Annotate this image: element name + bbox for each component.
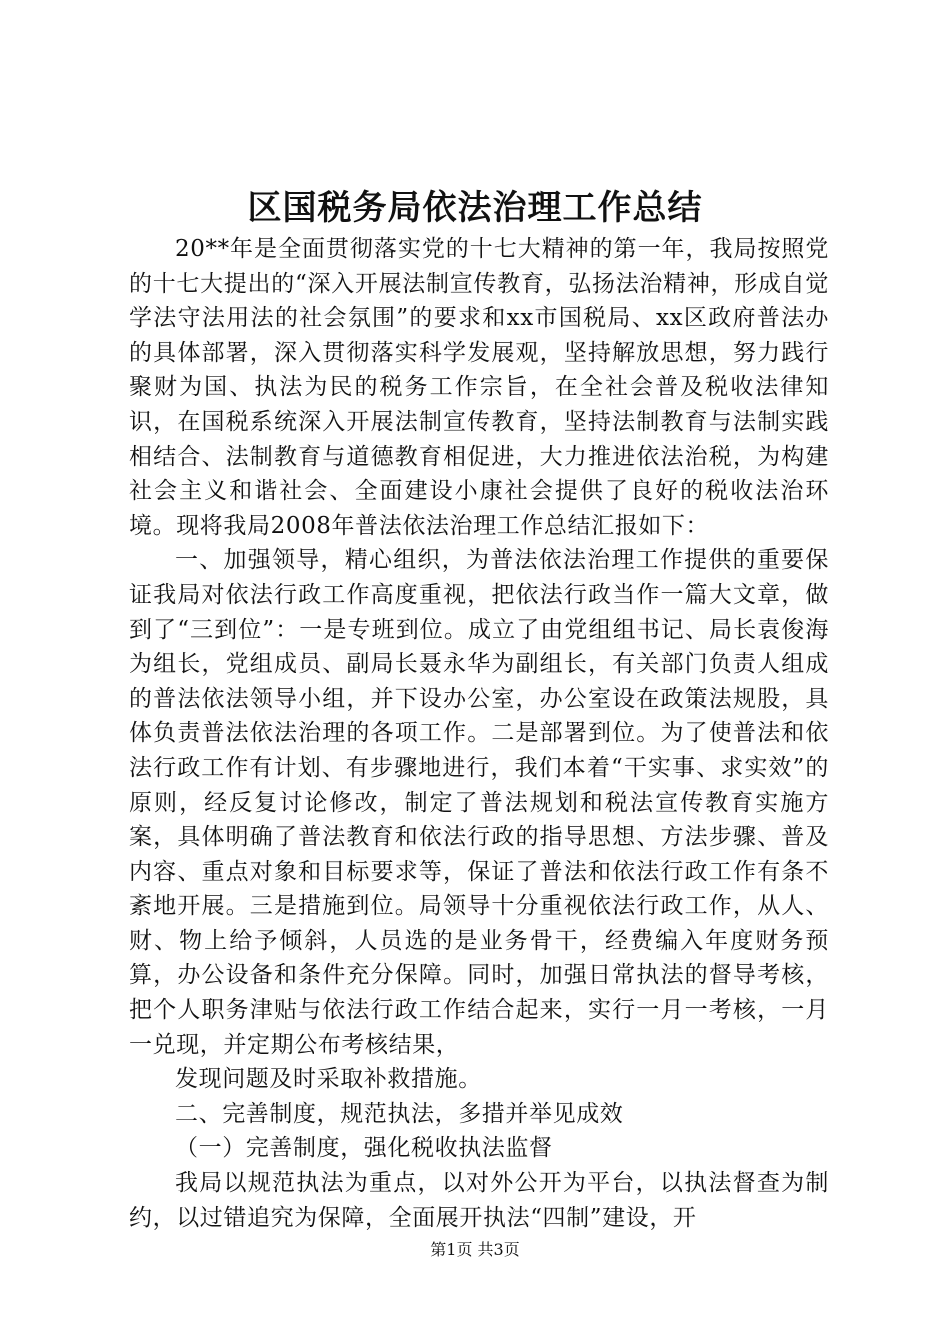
paragraph-remedy: 发现问题及时采取补救措施。 [175,1066,482,1093]
heading-section-two: 二、完善制度，规范执法，多措并举见成效 [175,1100,624,1127]
heading-subsection-one: （一）完善制度，强化税收执法监督 [175,1135,553,1162]
paragraph-section-one: 一、加强领导，精心组织，为普法依法治理工作提供的重要保证我局对依法行政工作高度重视，把依法行政当作一篇大文章，做到了“三到位”：一是专班到位。成立了由党组组书记、局长袁俊海为组长，党组成员、副局长聂永华为副组长，有关部门负责人组成的普法依法领导小组，并下设办公室，办公室设在政策法规股，具体负责普法依法治理的各项工作。二是部署到位。为了使普法和依法行政工作有计划、有步骤地进行，我们本着“干实事、求实效”的原则，经反复讨论修改，制定了普法规划和税法宣传教育实施方案，具体明确了普法教育和依法行政的指导思想、方法步骤、普及内容、重点对象和目标要求等，保证了普法和依法行政工作有条不紊地开展。三是措施到位。局领导十分重视依法行政工作，从人、财、物上给予倾斜，人员选的是业务骨干，经费编入年度财务预算，办公设备和条件充分保障。同时，加强日常执法的督导考核，把个人职务津贴与依法行政工作结合起来，实行一月一考核，一月一兑现，并定期公布考核结果， [129,547,829,1058]
paragraph-intro: 20**年是全面贯彻落实党的十七大精神的第一年，我局按照党的十七大提出的“深入开展法制宣传教育，弘扬法治精神，形成自觉学法守法用法的社会氛围”的要求和xx市国税局、xx区政府普法办的具体部署，深入贯彻落实科学发展观，坚持解放思想，努力践行聚财为国、执法为民的税务工作宗旨，在全社会普及税收法律知识，在国税系统深入开展法制宣传教育，坚持法制教育与法制实践相结合、法制教育与道德教育相促进，大力推进依法治税，为构建社会主义和谐社会、全面建设小康社会提供了良好的税收法治环境。现将我局2008年普法依法治理工作总结汇报如下： [129,236,829,539]
document-title: 区国税务局依法治理工作总结 [247,188,703,228]
document-body [129,232,829,1235]
paragraph-subsection-one: 我局以规范执法为重点，以对外公开为平台，以执法督查为制约，以过错追究为保障，全面展开执法“四制”建设，开 [129,1170,829,1231]
page-footer: 第1页 共3页 [430,1240,520,1259]
